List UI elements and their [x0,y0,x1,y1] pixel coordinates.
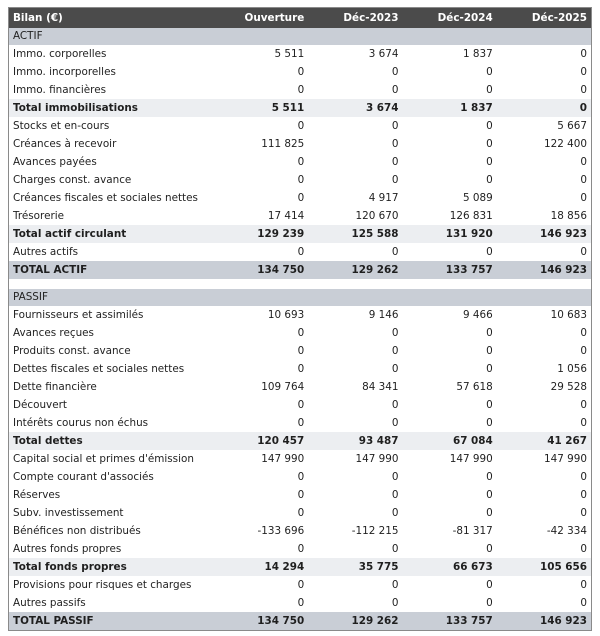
row-value: 14 294 [214,558,308,576]
row-label: Autres fonds propres [13,543,122,555]
row-label: Total dettes [9,432,214,450]
row-value: 5 667 [557,120,587,132]
row-value: 93 487 [308,432,402,450]
table-title: Bilan (€) [9,8,214,28]
row-label: Dette financière [13,381,97,393]
row-value: -133 696 [257,525,305,537]
row-label: Capital social et primes d'émission [13,453,194,465]
row-value: 0 [486,507,493,519]
row-value: 147 990 [449,453,493,465]
subtotal-row [9,99,591,117]
table-row [9,342,591,360]
row-value: 0 [486,543,493,555]
row-value: 0 [297,417,305,429]
row-value: 146 923 [497,225,591,243]
row-value: 0 [391,543,399,555]
row-value: -81 317 [452,525,493,537]
row-value: 0 [497,99,591,117]
row-value: 5 511 [274,48,305,60]
row-value: 0 [391,174,399,186]
row-value: 0 [297,156,305,168]
row-value: 5 511 [214,99,308,117]
row-value: 0 [391,84,399,96]
row-label: Fournisseurs et assimilés [13,309,144,321]
row-value: 0 [391,507,399,519]
row-value: 3 674 [308,99,402,117]
table-row [9,504,591,522]
row-value: 0 [391,120,399,132]
table-row [9,63,591,81]
row-value: 0 [391,363,399,375]
row-value: 0 [580,345,587,357]
row-value: 1 056 [557,363,587,375]
table-row [9,486,591,504]
row-label: Produits const. avance [13,345,131,357]
balance-sheet-table-container [8,7,592,631]
row-value: 126 831 [449,210,493,222]
row-value: -42 334 [546,525,587,537]
row-value: -112 215 [351,525,399,537]
row-value: 122 400 [544,138,587,150]
row-value: 105 656 [497,558,591,576]
row-label: Bénéfices non distribués [13,525,141,537]
row-value: 0 [580,471,587,483]
row-value: 0 [391,345,399,357]
row-value: 0 [391,138,399,150]
row-value: 111 825 [261,138,305,150]
section-label-passif: PASSIF [9,289,591,306]
table-row [9,522,591,540]
row-value: 0 [486,156,493,168]
row-value: 0 [580,246,587,258]
subtotal-row [9,558,591,576]
row-label: Total immobilisations [9,99,214,117]
table-row [9,360,591,378]
row-value: 0 [391,417,399,429]
row-label: Charges const. avance [13,174,132,186]
row-value: 9 146 [368,309,399,321]
row-value: 120 670 [355,210,399,222]
row-value: 0 [580,507,587,519]
row-value: 67 084 [403,432,497,450]
row-value: 0 [297,174,305,186]
row-value: 0 [486,579,493,591]
row-value: 133 757 [403,261,497,279]
row-value: 147 990 [355,453,399,465]
row-value: 0 [297,543,305,555]
table-row [9,414,591,432]
table-row [9,243,591,261]
row-value: 0 [297,327,305,339]
row-label: Autres actifs [13,246,79,258]
section-header-actif [9,28,591,45]
table-row [9,306,591,324]
section-label-actif: ACTIF [9,28,591,45]
row-label: Réserves [13,489,61,501]
column-header-dec-2025: Déc-2025 [497,8,591,28]
table-row [9,396,591,414]
section-header-passif [9,289,591,306]
row-value: 0 [580,48,587,60]
table-row [9,207,591,225]
table-row [9,45,591,63]
row-value: 0 [391,579,399,591]
table-body-passif [9,279,591,630]
row-value: 0 [297,66,305,78]
row-value: 0 [391,597,399,609]
row-value: 0 [297,579,305,591]
row-value: 146 923 [497,612,591,630]
row-value: 0 [580,597,587,609]
row-value: 0 [486,471,493,483]
row-value: 0 [486,120,493,132]
row-label: Stocks et en-cours [13,120,110,132]
table-body [9,28,591,279]
row-value: 134 750 [214,261,308,279]
row-label: Créances à recevoir [13,138,117,150]
table-row [9,576,591,594]
row-label: Immo. corporelles [13,48,107,60]
row-value: 129 262 [308,261,402,279]
row-value: 0 [297,84,305,96]
table-header-row [9,8,591,28]
row-value: 0 [580,417,587,429]
row-value: 129 239 [214,225,308,243]
row-value: 0 [580,156,587,168]
row-value: 0 [297,507,305,519]
row-value: 0 [297,363,305,375]
row-value: 0 [486,417,493,429]
row-value: 133 757 [403,612,497,630]
row-label: Créances fiscales et sociales nettes [13,192,198,204]
row-label: TOTAL ACTIF [9,261,214,279]
row-label: Total actif circulant [9,225,214,243]
column-header-ouverture: Ouverture [214,8,308,28]
row-value: 0 [486,327,493,339]
row-label: TOTAL PASSIF [9,612,214,630]
row-value: 0 [580,66,587,78]
row-value: 0 [580,84,587,96]
table-row [9,378,591,396]
row-value: 147 990 [261,453,305,465]
row-value: 5 089 [463,192,493,204]
row-value: 129 262 [308,612,402,630]
row-value: 0 [580,192,587,204]
row-value: 0 [297,120,305,132]
row-value: 3 674 [368,48,399,60]
row-label: Autres passifs [13,597,86,609]
table-row [9,450,591,468]
row-value: 0 [297,345,305,357]
row-label: Avances payées [13,156,97,168]
row-label: Avances reçues [13,327,94,339]
table-row [9,594,591,612]
subtotal-row [9,432,591,450]
row-label: Intérêts courus non échus [13,417,149,429]
table-row [9,540,591,558]
row-value: 0 [297,597,305,609]
row-label: Compte courant d'associés [13,471,154,483]
row-value: 0 [297,471,305,483]
row-value: 57 618 [456,381,493,393]
row-value: 0 [486,66,493,78]
row-value: 0 [580,399,587,411]
row-value: 41 267 [497,432,591,450]
subtotal-row [9,225,591,243]
row-value: 1 837 [463,48,493,60]
row-value: 0 [297,246,305,258]
row-value: 131 920 [403,225,497,243]
row-value: 120 457 [214,432,308,450]
row-label: Total fonds propres [9,558,214,576]
row-label: Découvert [13,399,67,411]
row-value: 0 [486,489,493,501]
row-label: Immo. incorporelles [13,66,116,78]
row-value: 0 [580,543,587,555]
row-value: 10 683 [550,309,587,321]
row-value: 0 [486,363,493,375]
row-value: 146 923 [497,261,591,279]
row-value: 109 764 [261,381,305,393]
row-value: 0 [297,489,305,501]
row-value: 29 528 [550,381,587,393]
section-spacer [9,279,591,289]
row-value: 0 [297,399,305,411]
table-row [9,153,591,171]
row-value: 18 856 [550,210,587,222]
row-value: 0 [580,327,587,339]
column-header-dec-2023: Déc-2023 [308,8,402,28]
table-row [9,324,591,342]
row-value: 0 [391,471,399,483]
row-value: 0 [486,597,493,609]
row-value: 0 [486,345,493,357]
table-row [9,135,591,153]
row-value: 0 [580,174,587,186]
row-label: Trésorerie [13,210,65,222]
row-value: 0 [580,489,587,501]
row-value: 0 [391,399,399,411]
row-value: 0 [486,174,493,186]
total-row [9,612,591,630]
table-row [9,171,591,189]
row-value: 125 588 [308,225,402,243]
row-label: Subv. investissement [13,507,124,519]
row-value: 147 990 [544,453,587,465]
row-value: 0 [486,84,493,96]
row-value: 17 414 [267,210,305,222]
row-label: Immo. financières [13,84,107,96]
row-value: 0 [486,399,493,411]
table-row [9,189,591,207]
row-value: 0 [580,579,587,591]
row-value: 35 775 [308,558,402,576]
row-value: 134 750 [214,612,308,630]
row-value: 84 341 [362,381,399,393]
total-row [9,261,591,279]
row-value: 1 837 [403,99,497,117]
row-value: 0 [391,66,399,78]
row-label: Provisions pour risques et charges [13,579,192,591]
table-row [9,468,591,486]
row-value: 10 693 [267,309,305,321]
row-value: 0 [486,246,493,258]
row-label: Dettes fiscales et sociales nettes [13,363,185,375]
column-header-dec-2024: Déc-2024 [403,8,497,28]
row-value: 0 [391,156,399,168]
row-value: 0 [391,246,399,258]
row-value: 0 [391,489,399,501]
table-row [9,117,591,135]
row-value: 66 673 [403,558,497,576]
row-value: 0 [297,192,305,204]
balance-sheet-table [9,8,591,630]
row-value: 4 917 [368,192,399,204]
row-value: 9 466 [463,309,493,321]
row-value: 0 [391,327,399,339]
row-value: 0 [486,138,493,150]
table-row [9,81,591,99]
